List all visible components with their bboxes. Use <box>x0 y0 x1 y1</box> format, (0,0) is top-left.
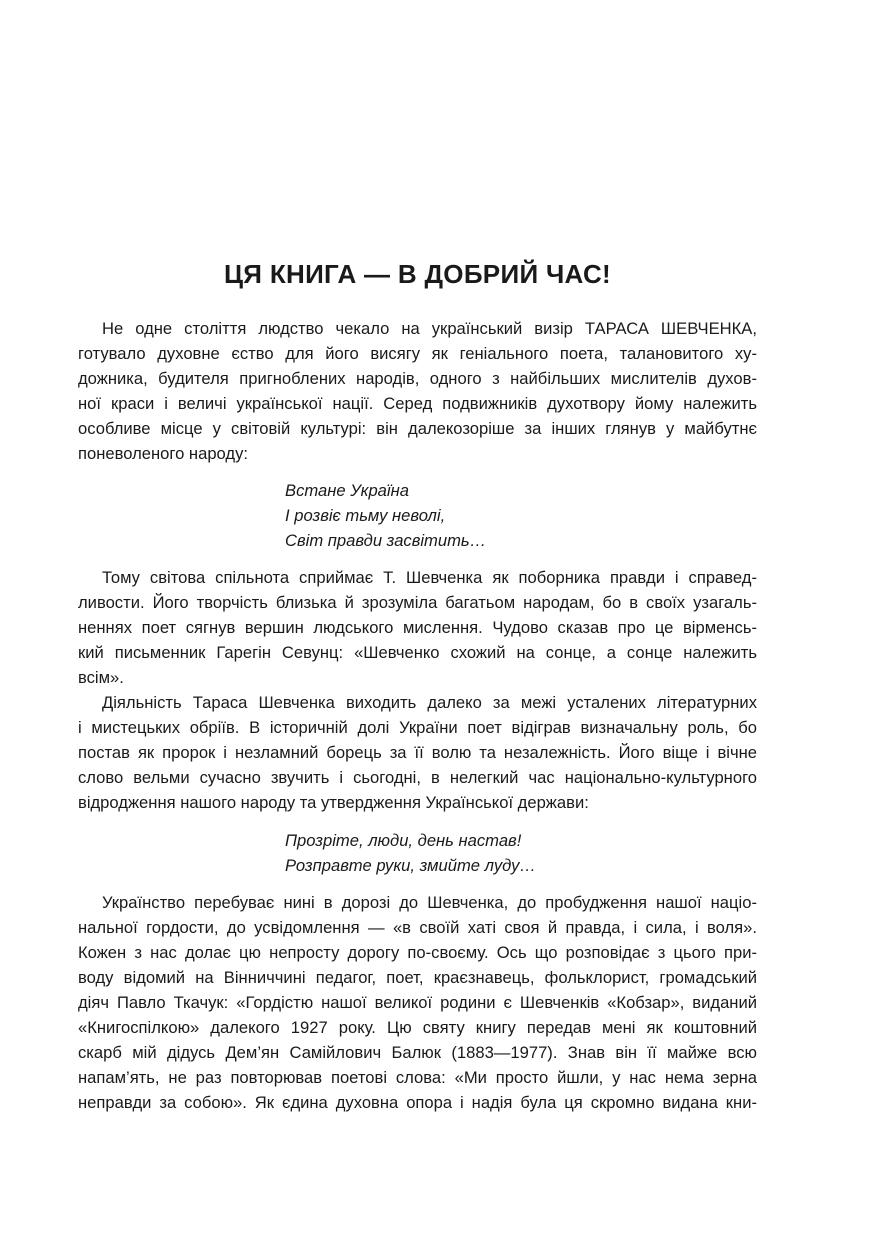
paragraph-4-line-3: Кожен з нас долає цю непросту дорогу по-своєму. Ось що розповідає з цього при- <box>78 943 757 962</box>
paragraph-2-line-1: Тому світова спільнота сприймає Т. Шевченка як поборника правди і справед- <box>102 568 757 587</box>
verse-1-line-1: Встане Україна <box>285 481 409 500</box>
paragraph-2-line-5: всім». <box>78 668 124 687</box>
paragraph-2-line-3: неннях поет сягнув вершин людського мислення. Чудово сказав про це вірменсь- <box>78 618 757 637</box>
paragraph-4-line-8: напам’ять, не раз повторював поетові слова: «Ми просто йшли, у нас нема зерна <box>78 1068 757 1087</box>
paragraph-3-line-1: Діяльність Тараса Шевченка виходить далеко за межі усталених літературних <box>102 693 757 712</box>
verse-2-line-1: Прозріте, люди, день настав! <box>285 831 522 850</box>
paragraph-1-line-1: Не одне століття людство чекало на український визір ТАРАСА ШЕВЧЕНКА, <box>102 319 757 338</box>
paragraph-4-line-5: діяч Павло Ткачук: «Гордістю нашої великої родини є Шевченків «Кобзар», виданий <box>78 993 757 1012</box>
paragraph-4-line-9: неправди за собою». Як єдина духовна опора і надія була ця скромно видана кни- <box>78 1093 757 1112</box>
verse-2-line-2: Розправте руки, змийте луду… <box>285 856 536 875</box>
paragraph-3-line-3: постав як пророк і незламний борець за її волю та незалежність. Його віще і вічне <box>78 743 757 762</box>
paragraph-1-line-6: поневоленого народу: <box>78 444 249 463</box>
verse-1-line-2: І розвіє тьму неволі, <box>285 506 446 525</box>
paragraph-3-line-5: відродження нашого народу та утвердження Української держави: <box>78 793 589 812</box>
paragraph-1-line-4: ної краси і величі української нації. Серед подвижників духотвору йому належить <box>78 394 757 413</box>
paragraph-1-line-5: особливе місце у світовій культурі: він далекозоріше за інших глянув у майбутнє <box>78 419 757 438</box>
paragraph-4-line-6: «Книгоспілкою» далекого 1927 року. Цю святу книгу передав мені як коштовний <box>78 1018 757 1037</box>
paragraph-2-line-4: кий письменник Гарегін Севунц: «Шевченко схожий на сонце, а сонце належить <box>78 643 757 662</box>
paragraph-4-line-4: воду відомий на Вінниччині педагог, поет, краєзнавець, фольклорист, громадський <box>78 968 757 987</box>
paragraph-3-line-2: і мистецьких обріїв. В історичній долі України поет відіграв визначальну роль, бо <box>78 718 757 737</box>
paragraph-1-line-3: дожника, будителя пригноблених народів, одного з найбільших мислителів духов- <box>78 369 757 388</box>
paragraph-1-line-2: готувало духовне єство для його висягу як геніального поета, талановитого ху- <box>78 344 757 363</box>
paragraph-4-line-7: скарб мій дідусь Дем’ян Самійлович Балюк (1883—1977). Знав він її майже всю <box>78 1043 757 1062</box>
paragraph-4-line-1: Українство перебуває нині в дорозі до Шевченка, до пробудження нашої націо- <box>102 893 757 912</box>
paragraph-4-line-2: нальної гордости, до усвідомлення — «в своїй хаті своя й правда, і сила, і воля». <box>78 918 757 937</box>
page-title: ЦЯ КНИГА — В ДОБРИЙ ЧАС! <box>224 259 611 289</box>
paragraph-2-line-2: ливости. Його творчість близька й зрозуміла багатьом народам, бо в своїх узагаль- <box>78 593 757 612</box>
verse-1-line-3: Світ правди засвітить… <box>285 531 487 550</box>
paragraph-3-line-4: слово вельми сучасно звучить і сьогодні, в нелегкий час національно-культурного <box>78 768 757 787</box>
